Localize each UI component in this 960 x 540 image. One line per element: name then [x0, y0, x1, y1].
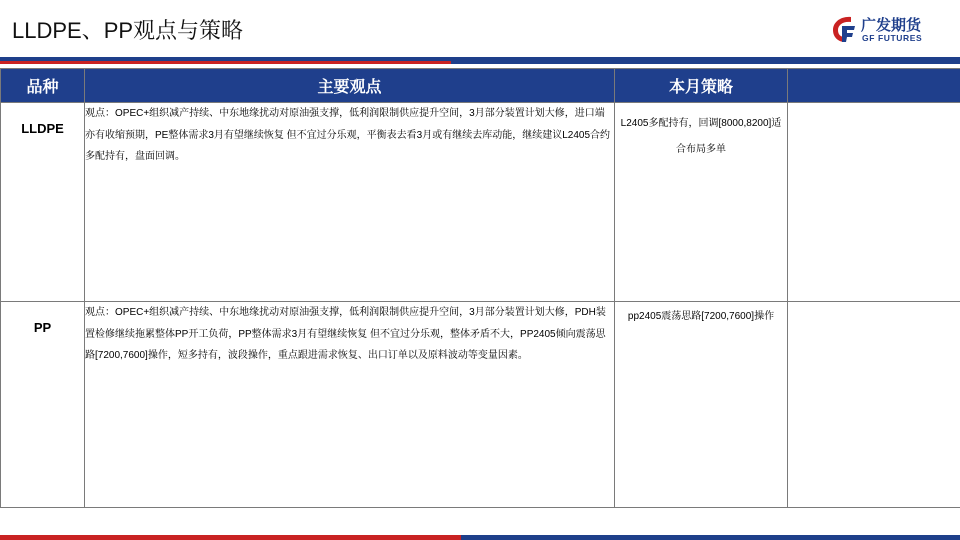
header-divider-red: [0, 61, 960, 64]
extra-cell: [788, 302, 960, 508]
strategy-cell: pp2405震荡思路[7200,7600]操作: [615, 302, 788, 508]
view-cell: 观点：OPEC+组织减产持续、中东地缘扰动对原油强支撑，低利润限制供应提升空间，3月部分装置计划大修，PDH装置检修继续拖累整体PP开工负荷，PP整体需求3月有望继续恢复 但不宜过分乐观，整体矛盾不大，PP2405倾向震荡思路[7200,7600]操作，短多持有，波段操作，重点跟进需求恢复、出口订单以及原料波动等变量因素。: [85, 302, 615, 508]
gf-logo-icon: [829, 14, 857, 44]
variety-cell: PP: [1, 302, 85, 508]
header-variety: 品种: [1, 69, 85, 103]
header-monthly-strategy: 本月策略: [615, 69, 788, 103]
variety-cell: LLDPE: [1, 103, 85, 302]
strategy-table: [0, 68, 960, 508]
strategy-cell: L2405多配持有，回调[8000,8200]适合布局多单: [615, 103, 788, 302]
header-main-view: 主要观点: [85, 69, 615, 103]
page-title: LLDPE、PP观点与策略: [12, 18, 244, 43]
strategy-table-container: [0, 68, 960, 508]
company-logo: [829, 14, 941, 44]
footer-divider: [0, 535, 960, 540]
table-header-row: [1, 69, 960, 103]
logo-chinese-text: 广发期货: [861, 17, 922, 34]
table-row-lldpe: [1, 103, 960, 302]
logo-english-text: GF FUTURES: [862, 33, 923, 43]
table-row-pp: [1, 302, 960, 508]
header-extra: [788, 69, 960, 103]
extra-cell: [788, 103, 960, 302]
view-cell: 观点：OPEC+组织减产持续、中东地缘扰动对原油强支撑，低利润限制供应提升空间，3月部分装置计划大修，进口端亦有收缩预期，PE整体需求3月有望继续恢复 但不宜过分乐观，平衡表去看3月或有继续去库动能，继续建议L2405合约多配持有，盘面回调。: [85, 103, 615, 302]
